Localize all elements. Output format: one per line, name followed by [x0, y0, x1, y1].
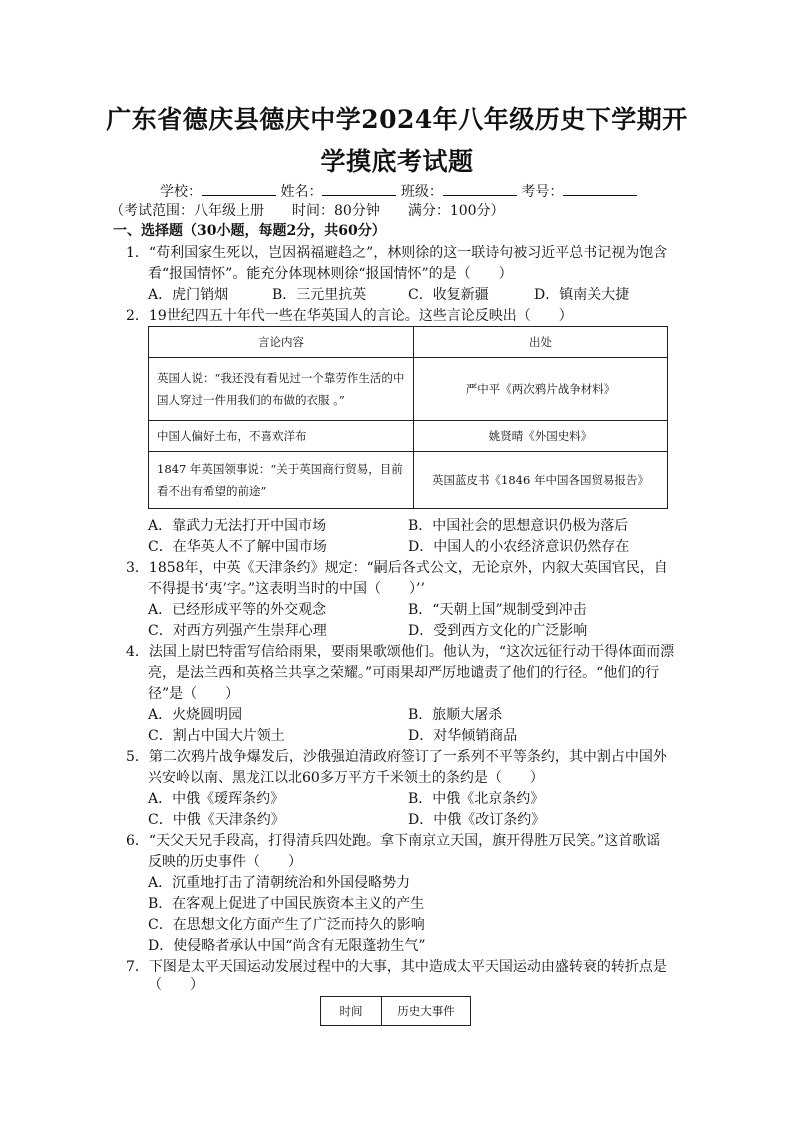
- option-b[interactable]: B．在客观上促进了中国民族资本主义的产生: [148, 896, 425, 912]
- question-text: 法国上尉巴特雷写信给雨果，要雨果歌颂他们。他认为，“这次远征行动干得体面而漂: [148, 644, 675, 660]
- option-c[interactable]: C．在思想文化方面产生了广泛而持久的影响: [148, 917, 425, 933]
- option-d[interactable]: D．对华倾销商品: [408, 728, 518, 744]
- option-d[interactable]: D．中俄《改订条约》: [408, 812, 546, 828]
- table-header-cell: 言论内容: [149, 327, 414, 358]
- option-d[interactable]: D．使侵略者承认中国“尚含有无限蓬勃生气”: [148, 938, 426, 954]
- table-cell: 姚贤晴《外国史料》: [414, 421, 668, 452]
- option-c[interactable]: C．收复新疆: [408, 287, 489, 303]
- option-b[interactable]: B．三元里抗英: [272, 287, 367, 303]
- question-text: 兴安岭以南、黑龙江以北60多万平方千米领土的条约是（ ）: [148, 770, 544, 786]
- question-number: 1．: [126, 245, 149, 261]
- question-text: “天父天兄手段高，打得清兵四处跑。拿下南京立天国，旗开得胜万民笑。”这首歌谣: [148, 833, 661, 849]
- option-d[interactable]: D．镇南关大捷: [534, 287, 630, 303]
- exam-no-label: 考号：: [521, 184, 564, 200]
- option-c[interactable]: C．中俄《天津条约》: [148, 812, 285, 828]
- option-a[interactable]: A．火烧圆明园: [148, 707, 243, 723]
- table-header-cell: 出处: [414, 327, 668, 358]
- option-d[interactable]: D．受到西方文化的广泛影响: [408, 623, 588, 639]
- question-text: 径”是（ ）: [148, 686, 240, 702]
- table-row: [149, 421, 668, 452]
- option-b[interactable]: B．“天朝上国”规制受到冲击: [408, 602, 587, 618]
- table-row: [149, 452, 668, 509]
- option-c[interactable]: C．对西方列强产生崇拜心理: [148, 623, 327, 639]
- question-text: （ ）: [148, 977, 204, 993]
- school-label: 学校：: [160, 184, 202, 200]
- exam-no-blank[interactable]: [563, 181, 637, 196]
- table-header-row: [149, 327, 668, 358]
- question-text: 第二次鸦片战争爆发后，沙俄强迫清政府签订了一系列不平等条约，其中割占中国外: [148, 749, 667, 765]
- option-a[interactable]: A．沉重地打击了清朝统治和外国侵略势力: [148, 875, 411, 891]
- option-c[interactable]: C．割占中国大片领土: [148, 728, 285, 744]
- table-row: [149, 358, 668, 421]
- question-text: 不得提书‘夷’字。”这表明当时的中国（ ）’’: [148, 581, 425, 597]
- timeline-table: [320, 996, 471, 1026]
- table-cell: 1847 年英国领事说：“关于英国商行贸易，目前看不出有希望的前途”: [149, 452, 414, 509]
- source-table: [148, 326, 668, 509]
- question-number: 7．: [126, 959, 149, 975]
- question-number: 3．: [126, 560, 149, 576]
- question-7: [126, 957, 667, 977]
- student-info-row: [160, 181, 637, 202]
- question-3: [126, 558, 668, 578]
- question-4: [126, 642, 674, 662]
- option-a[interactable]: A．虎门销烟: [148, 287, 229, 303]
- question-number: 2．: [126, 308, 149, 324]
- option-b[interactable]: B．中国社会的思想意识仍极为落后: [408, 518, 629, 534]
- question-text: 反映的历史事件（ ）: [148, 854, 302, 870]
- question-6: [126, 831, 660, 851]
- question-text: 下图是太平天国运动发展过程中的大事，其中造成太平天国运动由盛转衰的转折点是: [148, 959, 667, 975]
- question-number: 5．: [126, 749, 149, 765]
- question-number: 6．: [126, 833, 149, 849]
- section-heading: 一、选择题（30小题，每题2分，共60分）: [113, 223, 386, 239]
- table-cell: 中国人偏好土布，不喜欢洋布: [149, 421, 414, 452]
- table-header-row: [321, 997, 471, 1026]
- class-blank[interactable]: [443, 181, 517, 196]
- option-b[interactable]: B．旅顺大屠杀: [408, 707, 503, 723]
- question-2: [126, 306, 573, 326]
- school-blank[interactable]: [202, 181, 276, 196]
- question-text: 19世纪四五十年代一些在华英国人的言论。这些言论反映出（ ）: [148, 308, 573, 324]
- name-label: 姓名：: [280, 184, 323, 200]
- option-a[interactable]: A．靠武力无法打开中国市场: [148, 518, 327, 534]
- question-text: 1858年，中英《天津条约》规定：“嗣后各式公文，无论京外，内叙大英国官民，自: [148, 560, 668, 576]
- name-blank[interactable]: [322, 181, 396, 196]
- option-a[interactable]: A．中俄《瑷珲条约》: [148, 791, 285, 807]
- exam-title-line2: 学摸底考试题: [320, 147, 474, 176]
- option-d[interactable]: D．中国人的小农经济意识仍然存在: [408, 539, 630, 555]
- class-label: 班级：: [400, 184, 443, 200]
- question-text: 看“报国情怀”。能充分体现林则徐“报国情怀”的是（ ）: [148, 266, 513, 282]
- option-a[interactable]: A．已经形成平等的外交观念: [148, 602, 327, 618]
- table-cell: 英国人说：“我还没有看见过一个靠劳作生活的中国人穿过一件用我们的布做的衣服 。”: [149, 358, 414, 421]
- table-cell: 英国蓝皮书《1846 年中国各国贸易报告》: [414, 452, 668, 509]
- table-cell: 严中平《两次鸦片战争材料》: [414, 358, 668, 421]
- question-1: [126, 243, 667, 263]
- option-b[interactable]: B．中俄《北京条约》: [408, 791, 545, 807]
- exam-info: （考试范围：八年级上册 时间：80分钟 满分：100分）: [110, 203, 505, 219]
- option-c[interactable]: C．在华英人不了解中国市场: [148, 539, 327, 555]
- table-header-cell: 历史大事件: [382, 997, 471, 1026]
- question-number: 4．: [126, 644, 149, 660]
- question-text: “苟利国家生死以，岂因祸福避趋之”，林则徐的这一联诗句被习近平总书记视为饱含: [148, 245, 668, 261]
- exam-title-line1: 广东省德庆县德庆中学2024年八年级历史下学期开: [106, 105, 688, 134]
- question-5: [126, 747, 667, 767]
- table-header-cell: 时间: [321, 997, 382, 1026]
- question-text: 亮，是法兰西和英格兰共享之荣耀。”可雨果却严厉地谴责了他们的行径。“他们的行: [148, 665, 660, 681]
